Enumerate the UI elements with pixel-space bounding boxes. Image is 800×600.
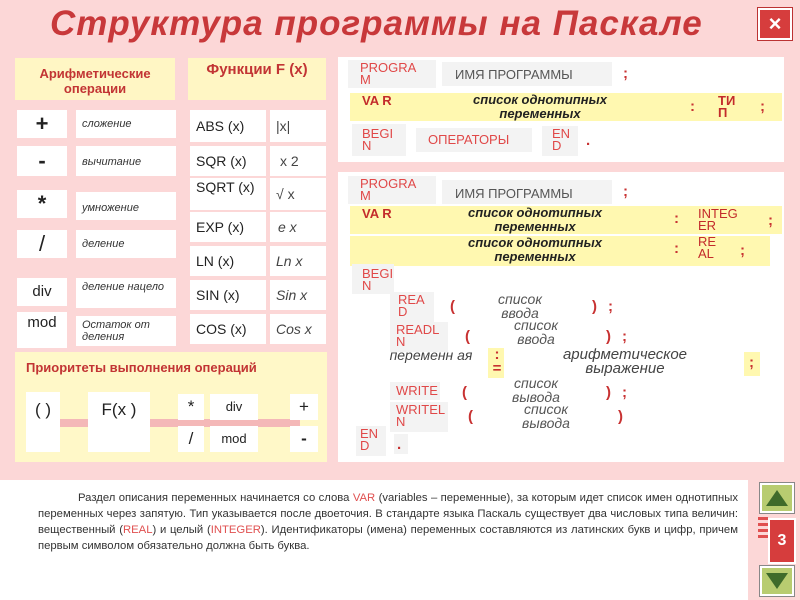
op-intdiv: div (17, 278, 67, 306)
struct2-readln-open: ( (465, 328, 470, 345)
struct1-program-name: ИМЯ ПРОГРАММЫ (455, 67, 573, 82)
fn-sqrt-res: √ x (270, 178, 326, 210)
op-div-desc: деление (76, 230, 176, 258)
nav-stripe (758, 517, 768, 557)
struct2-colon1: : (674, 210, 679, 227)
op-mul-desc: умножение (76, 192, 176, 220)
page-number: 3 (768, 518, 796, 564)
fn-abs-res: |x| (270, 110, 326, 142)
nav-down-button[interactable] (760, 566, 794, 596)
description-text (38, 490, 738, 554)
struct1-var-list: список однотипных переменных (473, 92, 607, 121)
struct2-write-list: список вывода (512, 375, 560, 405)
struct2-var-list2: список однотипных переменных (468, 235, 602, 264)
struct2-write-kw: WRITE (396, 383, 438, 398)
struct2-readln-list: список ввода (514, 317, 558, 347)
desc-part2: (variables – переменные), за которым идет список имен однотипных переменных через запятую. Тип указывается после двоеточия. В стандарте языка Паскаль существует два числовых типа величин: вещественный ( (38, 492, 738, 536)
desc-real: REAL (122, 524, 153, 536)
struct2-colon2: : (674, 240, 679, 257)
fn-cos: COS (x) (190, 314, 266, 344)
priority-div: div (210, 394, 258, 420)
op-minus: - (17, 146, 67, 176)
struct1-colon: : (690, 98, 695, 115)
fn-ln: LN (x) (190, 246, 266, 276)
struct1-dot: . (586, 132, 591, 149)
struct2-writeln-close: ) (618, 408, 623, 425)
desc-part3: ) и целый ( (152, 524, 211, 536)
fn-cos-res: Cos x (270, 314, 326, 344)
struct2-readln-kw: READL N (396, 322, 439, 349)
fn-sin: SIN (x) (190, 280, 266, 310)
priority-minus: - (290, 426, 318, 452)
struct2-integer-kw: INTEG ER (698, 206, 738, 233)
fn-ln-res: Ln x (270, 246, 326, 276)
struct2-semi2: ; (768, 212, 773, 229)
struct1-type-kw: ТИ П (718, 93, 736, 120)
struct2-expression: арифметическое выражение (562, 346, 688, 377)
arith-header: Арифметические операции (15, 58, 175, 100)
struct2-writeln-kw: WRITEL N (396, 402, 445, 429)
struct1-begin-kw: BEGI N (362, 126, 394, 153)
struct2-begin-kw: BEGI N (362, 266, 394, 293)
struct2-read-list: список ввода (498, 291, 542, 321)
desc-part1: Раздел описания переменных начинается со слова (78, 492, 353, 504)
struct2-variable: переменн ая (389, 347, 473, 363)
triangle-down-icon (762, 568, 792, 594)
struct2-real-kw: RE AL (698, 234, 717, 261)
struct2-semi1: ; (623, 183, 628, 200)
fn-sin-res: Sin x (270, 280, 326, 310)
struct2-read-semi: ; (608, 298, 613, 315)
priority-mod: mod (210, 426, 258, 452)
nav-up-button[interactable] (760, 483, 794, 513)
struct2-readln-close: ) (606, 328, 611, 345)
desc-part4: ). Идентификаторы (имена) переменных составляются из латинских букв и цифр, причем первым символом обязательно должна быть буква. (38, 524, 738, 552)
fn-sqrt: SQRT (x) (190, 178, 266, 210)
struct1-semi1: ; (623, 65, 628, 82)
op-intdiv-desc: деление нацело (76, 278, 176, 308)
priority-plus: + (290, 394, 318, 420)
struct2-assign-semi: ; (749, 354, 754, 371)
struct2-readln-semi: ; (622, 328, 627, 345)
op-plus: + (17, 110, 67, 138)
struct2-writeln-list: список вывода (522, 401, 570, 431)
op-plus-desc: сложение (76, 110, 176, 138)
page-title: Структура программы на Паскале (50, 4, 703, 43)
desc-var: VAR (352, 492, 376, 504)
desc-integer: INTEGER (210, 524, 261, 536)
priority-slash: / (178, 426, 204, 452)
op-mod: mod (17, 312, 67, 348)
struct2-end-kw: EN D (360, 426, 379, 453)
struct1-operators: ОПЕРАТОРЫ (428, 132, 510, 147)
struct1-var-kw: VA R (362, 93, 392, 108)
struct1-end-kw: EN D (552, 126, 571, 153)
fn-exp: EXP (x) (190, 212, 266, 242)
struct2-dot: . (397, 436, 402, 453)
priority-header: Приоритеты выполнения операций (26, 360, 257, 375)
triangle-up-icon (762, 485, 792, 511)
struct2-program-name: ИМЯ ПРОГРАММЫ (455, 186, 573, 201)
priority-mul: * (178, 394, 204, 420)
struct2-write-semi: ; (622, 384, 627, 401)
struct2-read-kw: REA D (398, 292, 425, 319)
struct2-assign: : = (492, 346, 502, 377)
struct1-semi2: ; (760, 98, 765, 115)
fn-sqr: SQR (x) (190, 146, 266, 176)
struct2-var-list1: список однотипных переменных (468, 205, 602, 234)
struct2-read-close: ) (592, 298, 597, 315)
struct2-var-kw: VA R (362, 206, 392, 221)
op-minus-desc: вычитание (76, 146, 176, 176)
priority-parens: ( ) (26, 392, 60, 452)
struct2-read-open: ( (450, 298, 455, 315)
struct2-write-close: ) (606, 384, 611, 401)
struct2-program-kw: PROGRA M (360, 176, 416, 203)
funcs-header: Функции F (x) (188, 58, 326, 100)
fn-sqr-res: x 2 (270, 146, 326, 176)
close-icon: × (768, 11, 782, 36)
struct2-write-open: ( (462, 384, 467, 401)
op-mod-desc: Остаток от деления (76, 316, 176, 346)
fn-abs: ABS (x) (190, 110, 266, 142)
fn-exp-res: e x (270, 212, 326, 242)
struct2-writeln-open: ( (468, 408, 473, 425)
priority-func: F(x ) (88, 392, 150, 452)
op-div: / (17, 230, 67, 258)
op-mul: * (17, 190, 67, 218)
struct2-semi3: ; (740, 242, 745, 259)
struct1-program-kw: PROGRA M (360, 60, 416, 87)
close-button[interactable] (758, 8, 792, 40)
